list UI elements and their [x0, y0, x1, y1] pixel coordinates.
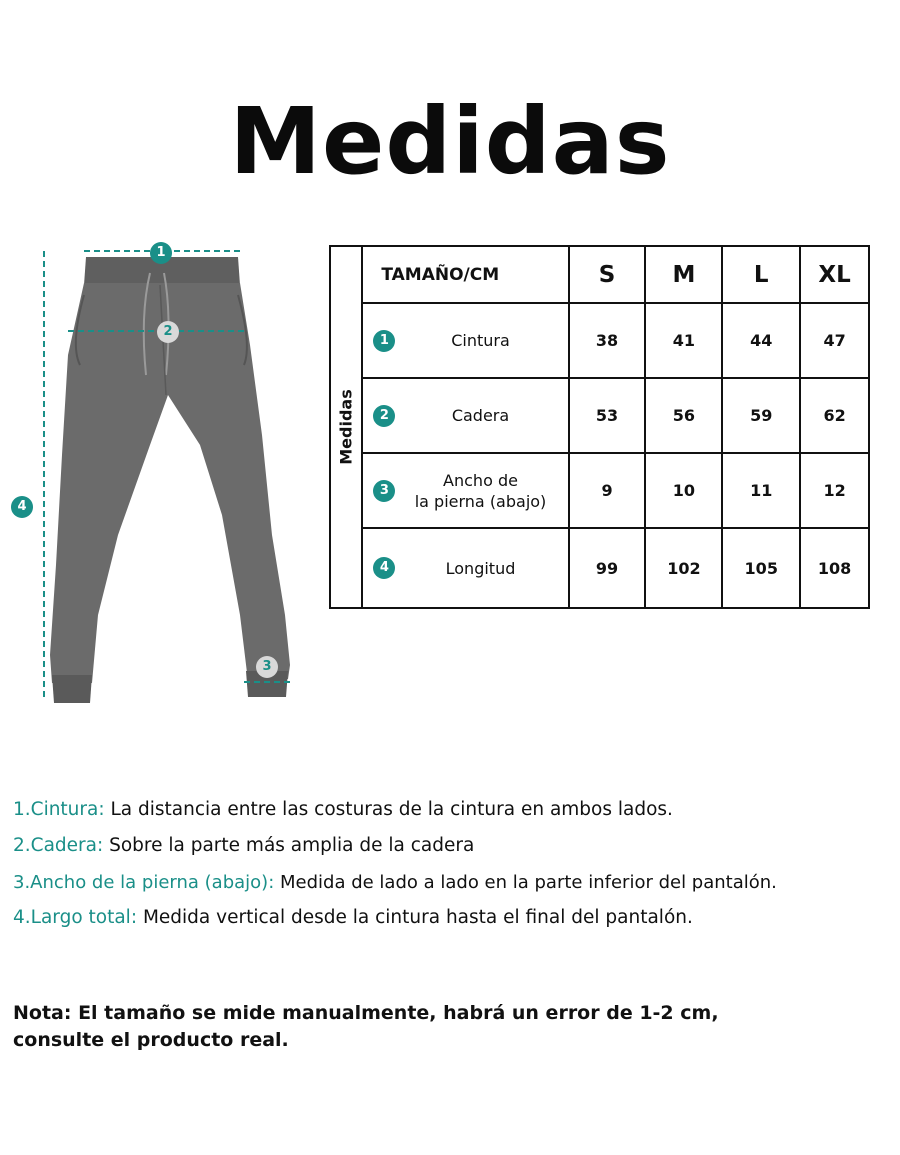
header-size-xl: XL — [800, 246, 869, 303]
value-cell: 12 — [800, 453, 869, 528]
value-cell: 11 — [722, 453, 800, 528]
row-label — [415, 471, 547, 511]
row-label-cell — [362, 303, 568, 378]
size-table — [329, 245, 870, 609]
description-line — [13, 907, 693, 928]
description-line — [13, 799, 673, 820]
value-cell: 44 — [722, 303, 800, 378]
description-key: 3.Ancho de la pierna (abajo): — [13, 872, 275, 893]
value-cell: 38 — [569, 303, 646, 378]
marker-3: 3 — [256, 656, 278, 678]
description-key: 2.Cadera: — [13, 835, 104, 856]
pants-illustration — [0, 235, 310, 715]
value-cell: 99 — [569, 528, 646, 608]
row-label: Cadera — [451, 406, 510, 425]
row-number-badge: 2 — [373, 405, 395, 427]
row-label-cell — [362, 528, 568, 608]
row-number-badge: 4 — [373, 557, 395, 579]
description-key: 4.Largo total: — [13, 907, 138, 928]
value-cell: 105 — [722, 528, 800, 608]
row-label-line-2: la pierna (abajo) — [414, 491, 547, 511]
header-size-m: M — [645, 246, 722, 303]
marker-1: 1 — [150, 242, 172, 264]
row-number-badge: 1 — [373, 330, 395, 352]
table-row — [330, 303, 869, 378]
row-label: Cintura — [451, 331, 510, 350]
value-cell: 102 — [645, 528, 722, 608]
marker-2: 2 — [157, 321, 179, 343]
description-text: Medida de lado a lado en la parte inferior del pantalón. — [274, 872, 777, 893]
description-line — [13, 835, 474, 856]
marker-4: 4 — [11, 496, 33, 518]
page-title: Medidas — [229, 88, 671, 195]
header-size-s: S — [569, 246, 646, 303]
value-cell: 59 — [722, 378, 800, 453]
value-cell: 108 — [800, 528, 869, 608]
table-row — [330, 528, 869, 608]
side-label: Medidas — [336, 389, 356, 465]
table-header-row — [330, 246, 869, 303]
table-row — [330, 378, 869, 453]
table-row — [330, 453, 869, 528]
description-text: Sobre la parte más amplia de la cadera — [103, 835, 475, 856]
side-label-cell — [330, 246, 362, 608]
note — [13, 1000, 883, 1054]
value-cell: 41 — [645, 303, 722, 378]
description-line — [13, 872, 777, 893]
note-line-1: Nota: El tamaño se mide manualmente, habrá un error de 1-2 cm, — [13, 1002, 719, 1024]
value-cell: 62 — [800, 378, 869, 453]
row-label-cell — [362, 453, 568, 528]
description-key: 1.Cintura: — [13, 799, 105, 820]
header-size-l: L — [722, 246, 800, 303]
value-cell: 56 — [645, 378, 722, 453]
pants-diagram — [0, 235, 310, 715]
description-text: La distancia entre las costuras de la cintura en ambos lados. — [104, 799, 673, 820]
value-cell: 53 — [569, 378, 646, 453]
row-label: Longitud — [445, 558, 516, 578]
value-cell: 10 — [645, 453, 722, 528]
row-label-cell — [362, 378, 568, 453]
note-line-2: consulte el producto real. — [13, 1029, 289, 1051]
row-number-badge: 3 — [373, 480, 395, 502]
header-size-label: TAMAÑO/CM — [362, 246, 568, 303]
value-cell: 9 — [569, 453, 646, 528]
row-label-line-1: Ancho de — [443, 470, 518, 490]
description-text: Medida vertical desde la cintura hasta el final del pantalón. — [137, 907, 693, 928]
value-cell: 47 — [800, 303, 869, 378]
